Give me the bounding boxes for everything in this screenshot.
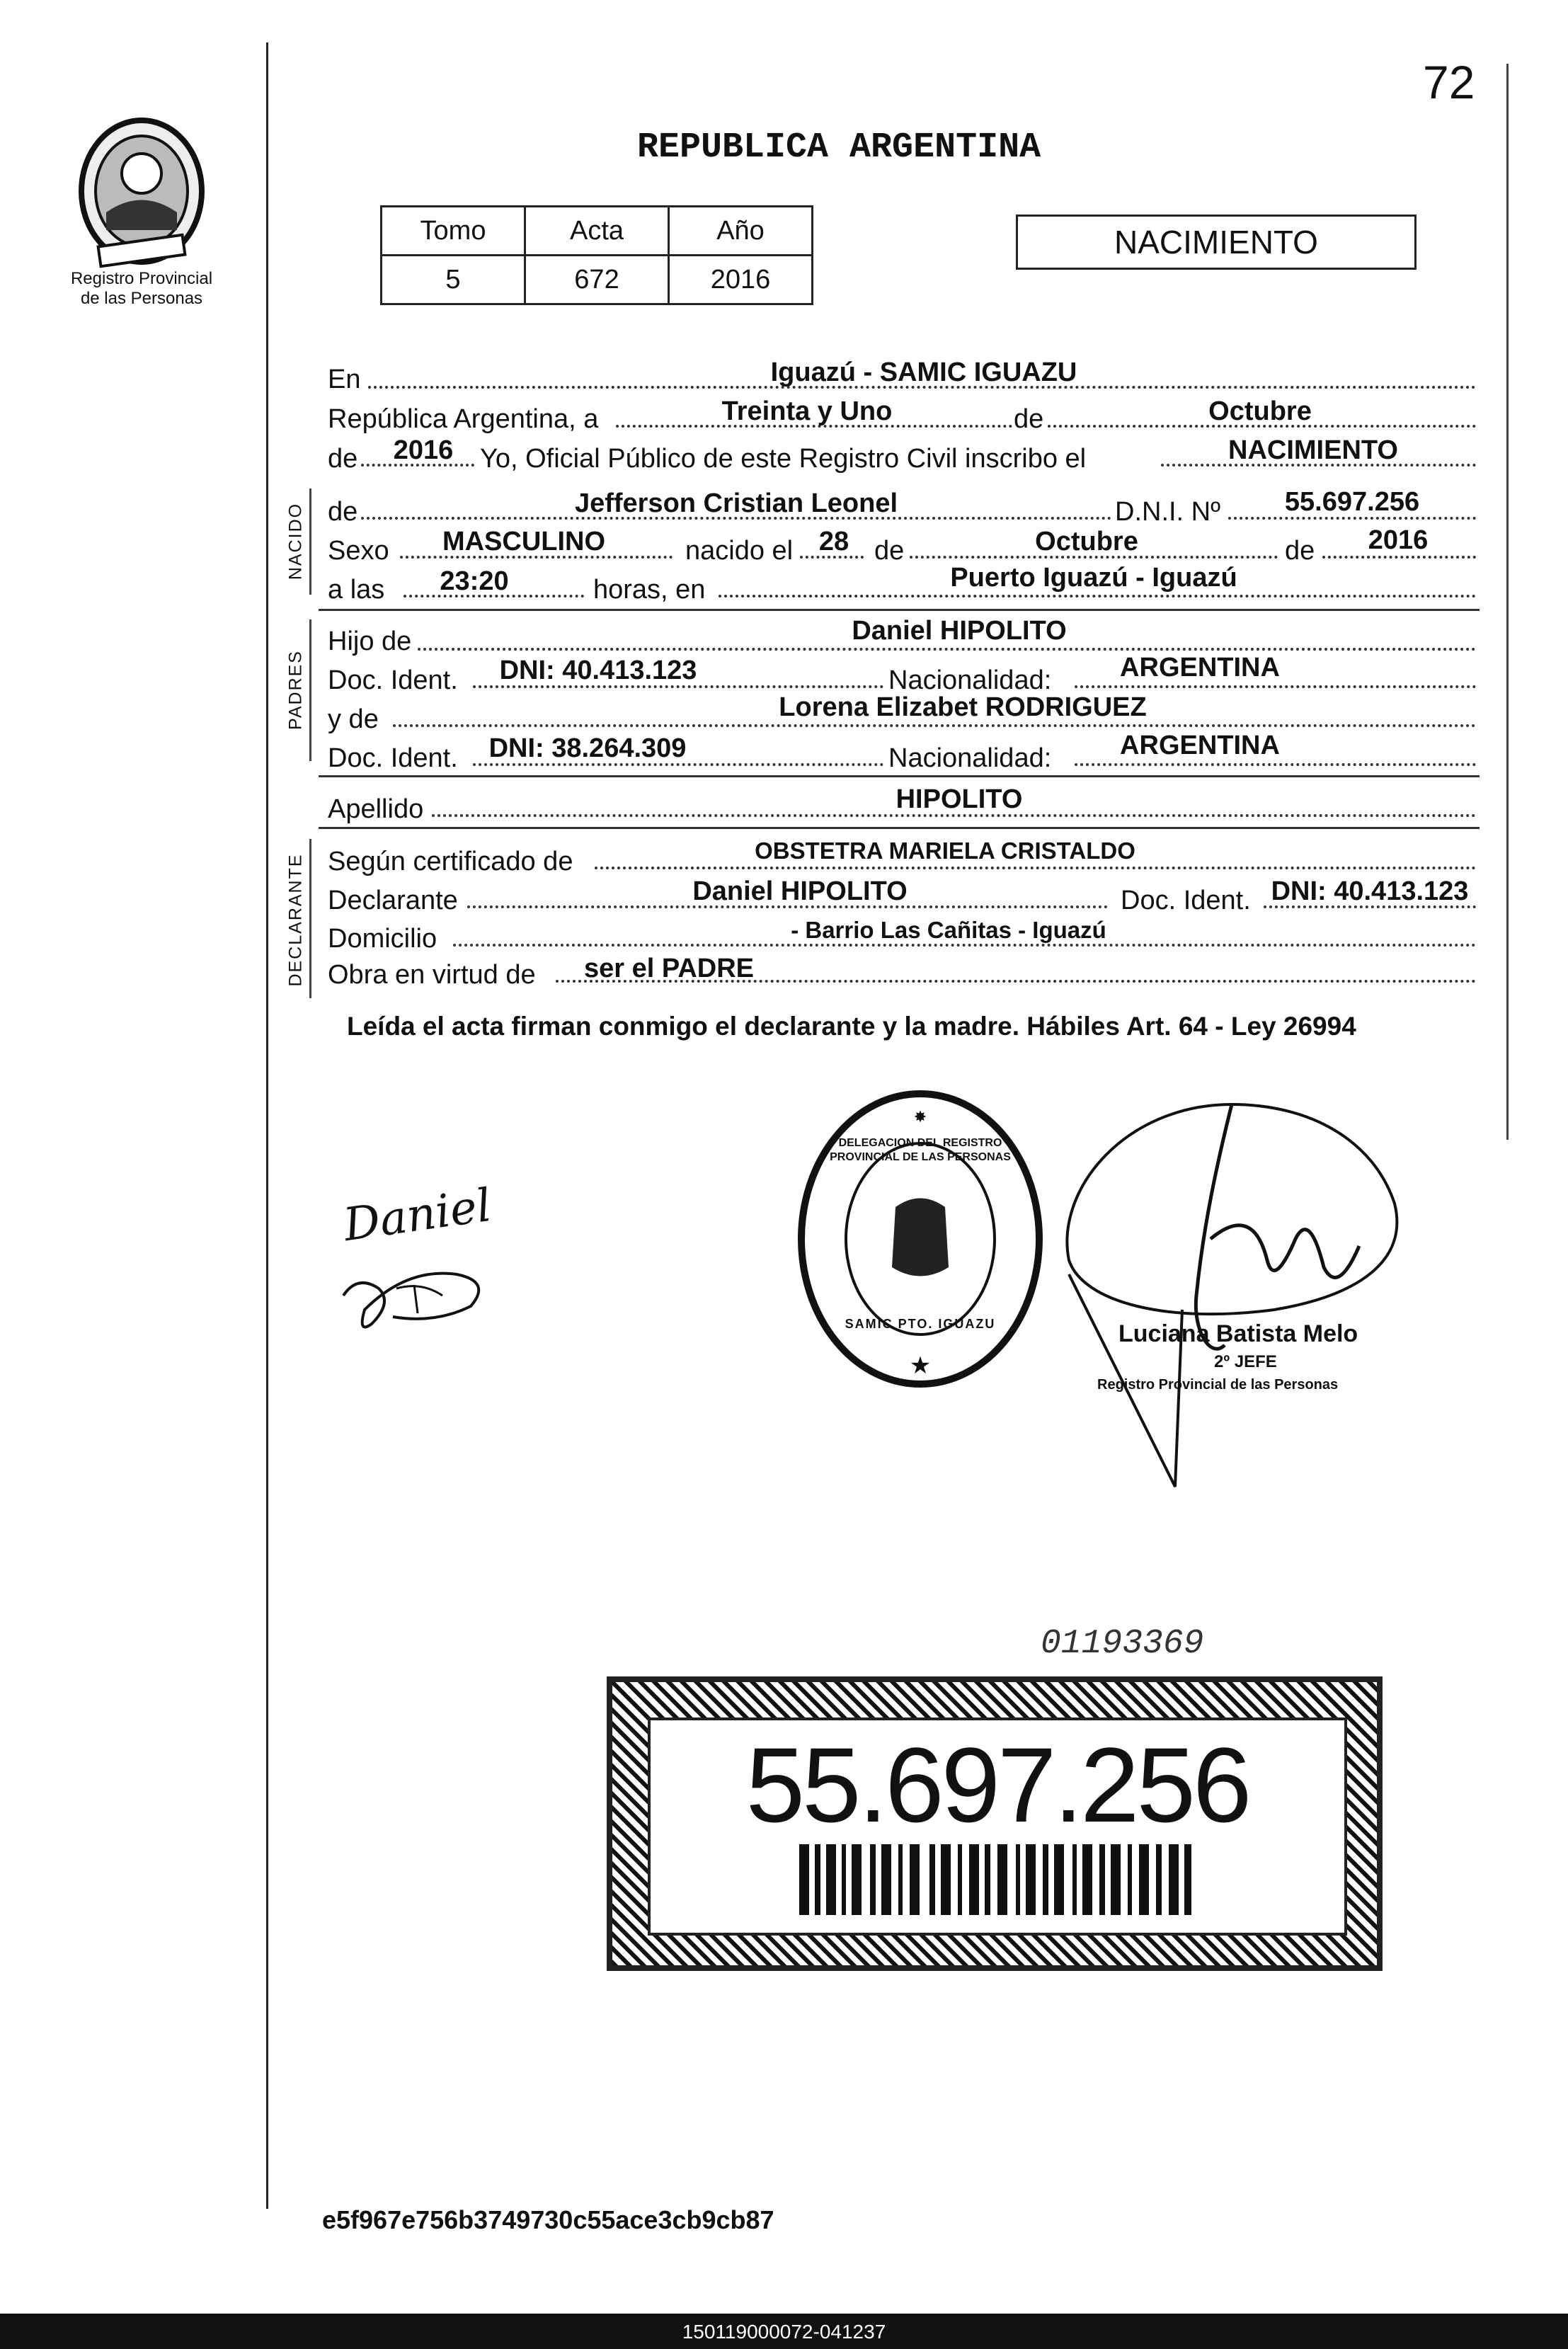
label-de-nac-mes: de — [874, 536, 905, 566]
label-de-mes: de — [1014, 404, 1044, 434]
dots-padre — [418, 648, 1476, 651]
seal-inner-text: SAMIC PTO. IGUAZU — [845, 1317, 996, 1331]
field-domicilio: - Barrio Las Cañitas - Iguazú — [791, 917, 1106, 943]
label-en: En — [328, 365, 361, 394]
closing-text: Leída el acta firman conmigo el declarante y la madre. Hábiles Art. 64 - Ley 26994 — [347, 1012, 1356, 1041]
label-declarante-doc: Doc. Ident. — [1121, 886, 1251, 915]
signature-scribble — [329, 1182, 520, 1345]
label-obra: Obra en virtud de — [328, 960, 536, 990]
field-acto: NACIMIENTO — [1228, 435, 1398, 465]
label-sexo: Sexo — [328, 536, 389, 566]
padres-bracket — [309, 619, 311, 761]
dots-padre-nac — [1075, 685, 1476, 688]
label-yo: Yo, Oficial Público de este Registro Civil inscribo el — [480, 444, 1087, 474]
barcode-bars — [799, 1844, 1196, 1915]
declarante-bracket — [309, 839, 311, 998]
field-lugar-nac: Puerto Iguazú - Iguazú — [950, 563, 1237, 593]
dots-nac-anio — [1322, 556, 1476, 559]
svg-text:★: ★ — [909, 1351, 932, 1380]
nacido-bracket — [309, 488, 311, 595]
label-madre-doc: Doc. Ident. — [328, 743, 458, 773]
label-de-nombre: de — [328, 497, 358, 527]
separator-2 — [319, 775, 1480, 777]
separator-3 — [319, 827, 1480, 829]
dots-domicilio — [453, 944, 1476, 947]
field-dia: Treinta y Uno — [721, 396, 893, 426]
dots-madre — [393, 724, 1476, 727]
barcode-number: 55.697.256 — [745, 1725, 1249, 1844]
right-margin-line — [1506, 64, 1509, 1140]
section-declarante: DECLARANTE — [285, 853, 306, 987]
field-anio: 2016 — [393, 435, 454, 465]
field-lugar: Iguazú - SAMIC IGUAZU — [770, 358, 1077, 387]
table-value-tomo: 5 — [382, 256, 525, 304]
registry-name — [42, 269, 241, 309]
field-hora: 23:20 — [440, 566, 509, 596]
seal-outer-text: DELEGACION DEL REGISTRO PROVINCIAL DE LAS PERSONAS — [830, 1137, 1011, 1163]
field-sexo: MASCULINO — [442, 527, 606, 556]
official-seal — [793, 1083, 1048, 1395]
footer-id: 150119000072-041237 — [682, 2321, 886, 2343]
svg-text:✸: ✸ — [913, 1109, 927, 1126]
dots-madre-nac — [1075, 763, 1476, 766]
label-de-nac-anio: de — [1285, 536, 1315, 566]
label-nacido-el: nacido el — [685, 536, 794, 566]
label-madre-nac: Nacionalidad: — [888, 743, 1052, 773]
label-a-las: a las — [328, 575, 385, 605]
label-horas-en: horas, en — [593, 575, 706, 605]
table-value-acta: 672 — [525, 256, 669, 304]
page-number: 72 — [1423, 56, 1475, 108]
register-table — [380, 205, 813, 305]
registry-line-2: de las Personas — [80, 289, 203, 308]
field-certificado: OBSTETRA MARIELA CRISTALDO — [755, 838, 1135, 864]
left-margin-line — [266, 42, 268, 2209]
country-title: REPUBLICA ARGENTINA — [637, 127, 1041, 168]
label-domicilio: Domicilio — [328, 924, 437, 954]
field-mes: Octubre — [1208, 396, 1312, 426]
field-declarante: Daniel HIPOLITO — [692, 876, 908, 906]
field-apellido: HIPOLITO — [895, 784, 1023, 814]
province-logo — [67, 106, 216, 269]
field-nombre: Jefferson Cristian Leonel — [574, 488, 898, 518]
label-padre-nac: Nacionalidad: — [888, 665, 1052, 695]
label-padre-doc: Doc. Ident. — [328, 665, 458, 695]
separator-1 — [319, 609, 1480, 611]
table-header-acta: Acta — [525, 207, 669, 256]
field-declarante-doc: DNI: 40.413.123 — [1271, 876, 1469, 906]
section-nacido: NACIDO — [285, 502, 306, 581]
section-padres: PADRES — [285, 650, 306, 730]
field-madre: Lorena Elizabet RODRIGUEZ — [779, 692, 1147, 722]
label-hijo-de: Hijo de — [328, 627, 412, 656]
field-madre-nac: ARGENTINA — [1120, 731, 1280, 760]
label-segun: Según certificado de — [328, 847, 573, 876]
field-virtud: ser el PADRE — [583, 954, 755, 983]
table-header-anio: Año — [669, 207, 813, 256]
field-nac-anio: 2016 — [1368, 525, 1429, 555]
field-padre-doc: DNI: 40.413.123 — [499, 656, 697, 685]
registry-line-1: Registro Provincial — [70, 269, 213, 288]
table-header-tomo: Tomo — [382, 207, 525, 256]
field-nac-mes: Octubre — [1035, 527, 1138, 556]
barcode-panel — [648, 1718, 1347, 1936]
dots-lugar-nac — [719, 595, 1476, 598]
act-type-box: NACIMIENTO — [1016, 215, 1417, 270]
official-signature — [1041, 1062, 1437, 1543]
signatory-title: 2º JEFE — [1214, 1352, 1277, 1371]
field-nac-dia: 28 — [818, 527, 849, 556]
label-republica: República Argentina, a — [328, 404, 599, 434]
label-apellido: Apellido — [328, 794, 424, 824]
declarant-signature — [329, 1179, 520, 1345]
field-madre-doc: DNI: 38.264.309 — [488, 733, 687, 763]
field-padre-nac: ARGENTINA — [1120, 653, 1280, 682]
label-de-anio: de — [328, 444, 358, 474]
table-value-anio: 2016 — [669, 256, 813, 304]
label-serial: 01193369 — [1041, 1625, 1204, 1663]
label-declarante: Declarante — [328, 886, 458, 915]
footer-bar — [0, 2314, 1568, 2349]
field-padre: Daniel HIPOLITO — [852, 616, 1067, 646]
signature-text-daniel: Daniel — [340, 1179, 495, 1252]
field-dni: 55.697.256 — [1284, 487, 1420, 517]
label-dni: D.N.I. Nº — [1115, 497, 1220, 527]
document-hash: e5f967e756b3749730c55ace3cb9cb87 — [322, 2205, 774, 2234]
dots-certificado — [595, 867, 1476, 869]
signatory-office: Registro Provincial de las Personas — [1097, 1377, 1339, 1393]
barcode-sticker — [607, 1676, 1383, 1971]
signatory-name: Luciana Batista Melo — [1118, 1320, 1358, 1347]
label-y-de: y de — [328, 704, 379, 734]
